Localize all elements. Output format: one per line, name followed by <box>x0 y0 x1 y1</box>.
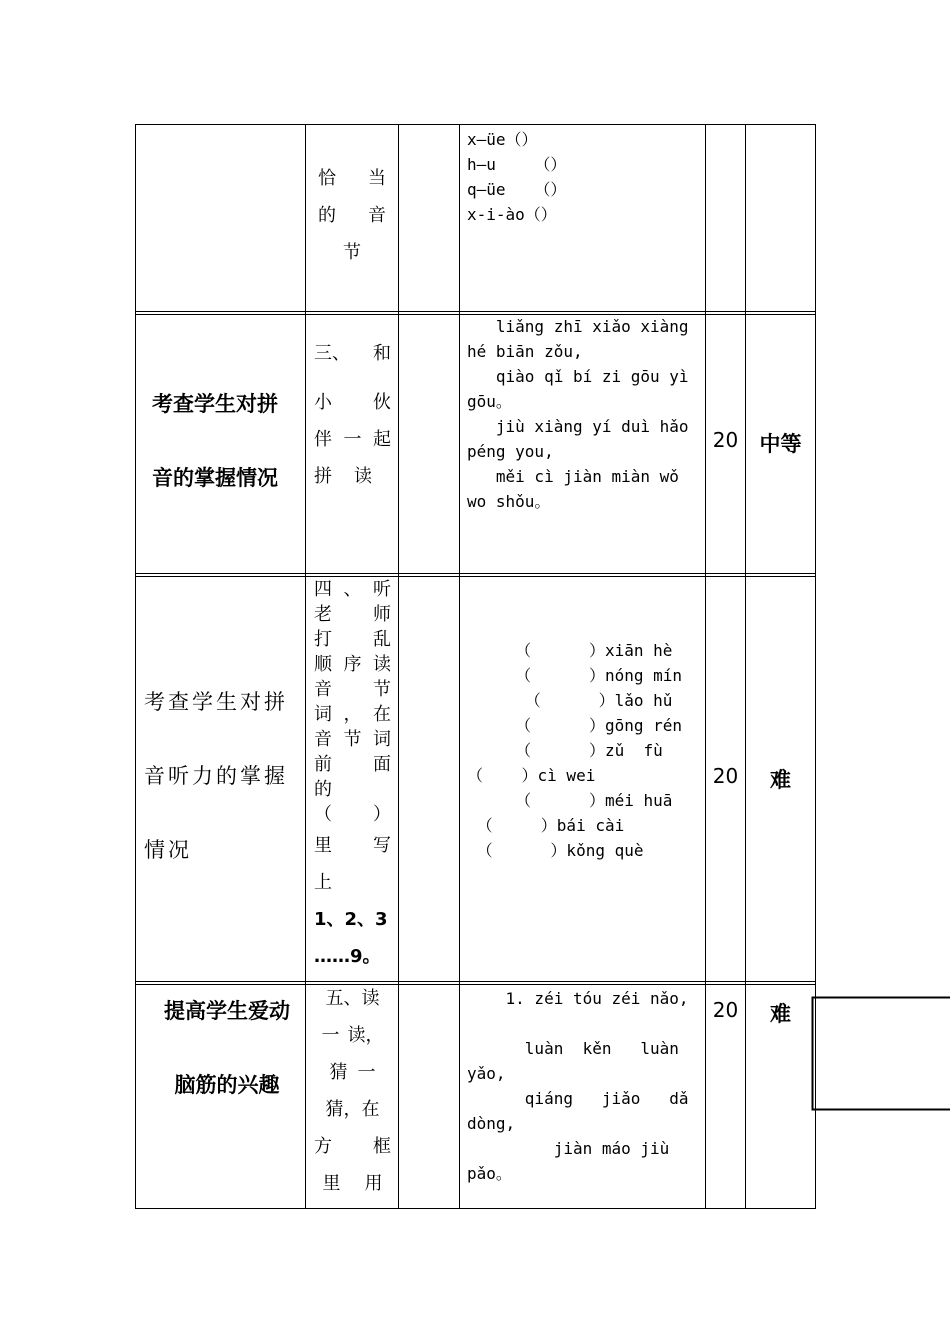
question-line: 音 节 词 <box>314 729 391 750</box>
content-line: h—u （） <box>467 155 567 174</box>
content-line: luàn kěn luàn <box>467 1039 679 1058</box>
question-line: 五、读 <box>325 988 380 1009</box>
question-line: 一 读， <box>321 1025 384 1046</box>
question-line: 方 框 <box>314 1136 391 1157</box>
goal-line: 提高学生爱动 <box>164 999 290 1023</box>
question-line: 猜 一 <box>329 1062 376 1083</box>
question-line: 拼 读 <box>314 466 372 487</box>
content-cell <box>467 127 699 227</box>
question-line: 打 乱 <box>314 629 391 650</box>
question-line: 小 伙 <box>314 392 391 413</box>
score-cell: 20 <box>712 764 739 788</box>
question-title-cell <box>314 577 391 975</box>
difficulty-cell: 难 <box>770 768 791 792</box>
content-line: liǎng zhī xiǎo xiàng <box>467 317 689 336</box>
content-line: měi cì jiàn miàn wǒ <box>467 467 679 486</box>
content-line: （ ）zǔ fù <box>467 741 663 760</box>
content-line: x—üe（） <box>467 130 538 149</box>
content-line: （ ）nóng mín <box>467 666 683 685</box>
content-line: （ ）xiān hè <box>467 641 673 660</box>
goal-line: 情况 <box>144 838 192 862</box>
content-line: wo shǒu。 <box>467 492 551 511</box>
content-line: （ ）bái cài <box>467 816 625 835</box>
goal-cell <box>152 974 302 1122</box>
question-title-cell <box>314 335 391 495</box>
question-line: 猜，在 <box>325 1099 380 1120</box>
question-line: 三、 和 <box>314 343 391 364</box>
content-line: （ ）lǎo hǔ <box>467 691 673 710</box>
content-line: （ ）cì wei <box>467 766 596 785</box>
content-line: yǎo, <box>467 1064 506 1083</box>
question-line: 四 、 听 <box>314 579 391 600</box>
content-line: dòng, <box>467 1114 516 1133</box>
content-line: qiào qǐ bí zi gōu yì <box>467 367 689 386</box>
goal-line: 脑筋的兴趣 <box>174 1073 280 1097</box>
goal-line: 音听力的掌握 <box>144 764 288 788</box>
question-line: 顺 序 读 <box>314 654 391 675</box>
question-title-cell <box>314 980 391 1202</box>
content-cell <box>467 314 699 514</box>
question-line: 的 音 <box>318 205 386 226</box>
question-line: 音 节 <box>314 679 391 700</box>
goal-cell <box>144 665 302 887</box>
content-line: péng you, <box>467 442 554 461</box>
question-line: 上 <box>314 872 332 893</box>
content-line: （ ）méi huā <box>467 791 673 810</box>
goal-line: 音的掌握情况 <box>152 466 278 490</box>
question-line: 词 ， 在 <box>314 704 391 725</box>
content-line: q—üe （） <box>467 180 567 199</box>
content-line: pǎo。 <box>467 1164 512 1183</box>
goal-cell <box>152 367 302 515</box>
question-line: （ ） <box>314 804 391 825</box>
question-line: 1、2、3 <box>314 909 388 930</box>
score-cell: 20 <box>712 428 739 452</box>
question-line: 的 <box>314 779 332 800</box>
question-line: 恰 当 <box>318 168 386 189</box>
question-title-cell <box>318 160 386 271</box>
content-line: hé biān zǒu, <box>467 342 583 361</box>
content-line: gōu。 <box>467 392 512 411</box>
content-line: （ ）gōng rén <box>467 716 683 735</box>
question-line: 伴 一 起 <box>314 429 391 450</box>
goal-line: 考查学生对拼 <box>152 392 278 416</box>
content-line: jiù xiàng yí duì hǎo <box>467 417 689 436</box>
score-cell: 20 <box>712 998 739 1022</box>
difficulty-cell: 难 <box>770 1002 791 1026</box>
question-line: 节 <box>343 242 361 263</box>
content-line <box>467 1011 699 1036</box>
content-line: 1. zéi tóu zéi nǎo, <box>467 989 689 1008</box>
content-line: qiáng jiǎo dǎ <box>467 1089 689 1108</box>
content-cell <box>467 638 699 863</box>
difficulty-cell: 中等 <box>759 432 802 456</box>
content-line: x-i-ào（） <box>467 205 557 224</box>
content-cell <box>467 986 699 1186</box>
goal-line: 考查学生对拼 <box>144 690 288 714</box>
content-line: （ ）kǒng què <box>467 841 644 860</box>
question-line: 里 用 <box>322 1173 383 1194</box>
content-line: jiàn máo jiù <box>467 1139 670 1158</box>
question-line: ……9。 <box>314 946 381 967</box>
question-line: 前 面 <box>314 754 391 775</box>
question-line: 老 师 <box>314 604 391 625</box>
question-line: 里 写 <box>314 835 391 856</box>
